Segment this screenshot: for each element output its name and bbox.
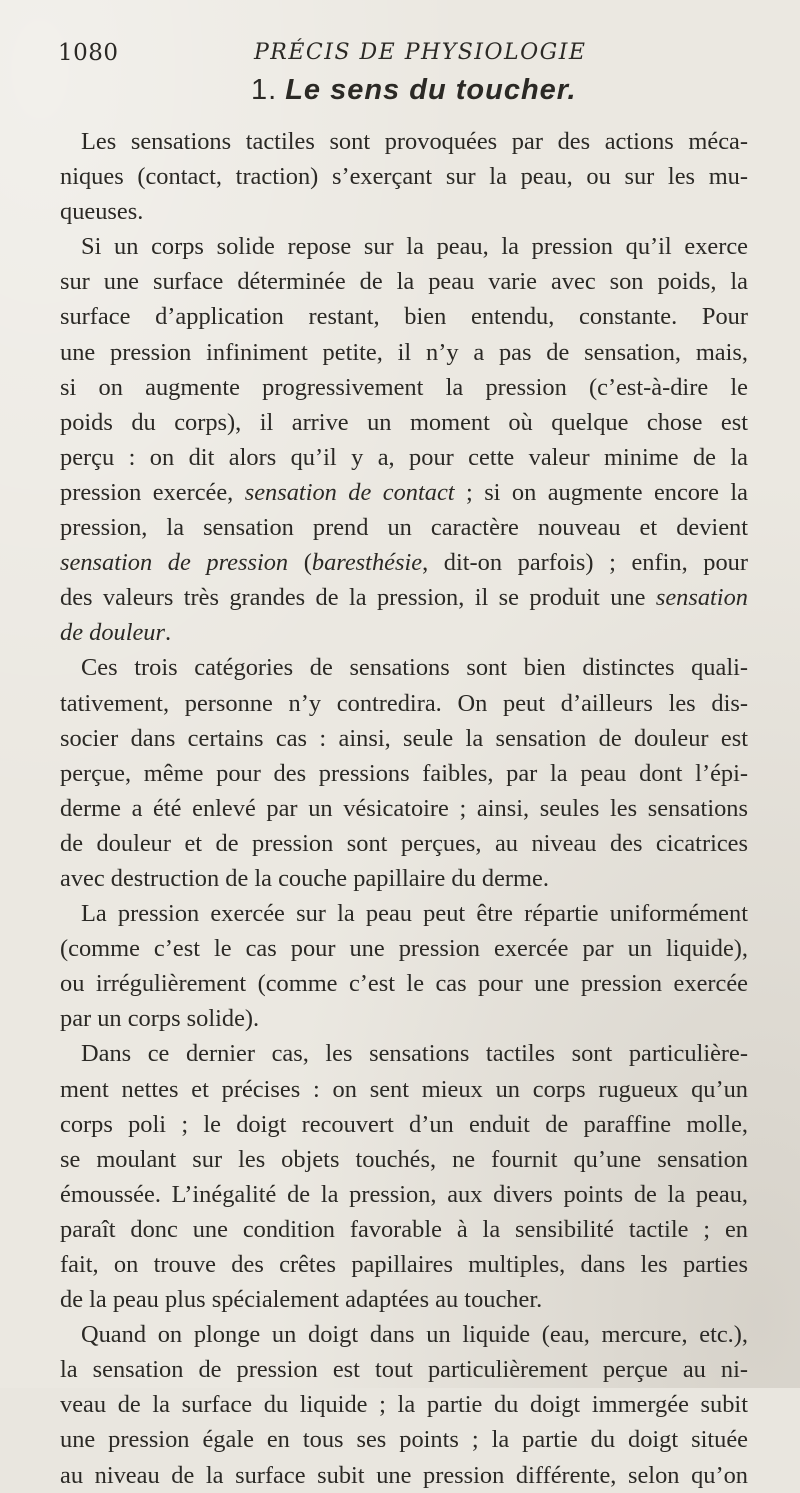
italic-term: de douleur — [60, 619, 165, 647]
text-line: La pression exercée sur la peau peut être répartie uniformément — [81, 900, 748, 928]
text-line: perçu : on dit alors qu’il y a, pour cette valeur minime de la — [60, 443, 748, 471]
text-line — [60, 545, 748, 580]
text-line: niques (contact, traction) s’exerçant sur la peau, ou sur les mu- — [60, 163, 748, 191]
text-line — [60, 615, 748, 650]
text-line: poids du corps), il arrive un moment où quelque chose est — [60, 408, 748, 436]
text-line: Les sensations tactiles sont provoquées par des actions méca- — [81, 128, 748, 155]
text-line: Dans ce dernier cas, les sensations tactiles sont particulière- — [81, 1040, 748, 1068]
text-run: ; si on augmente encore la — [465, 478, 748, 506]
italic-term: sensation de pression — [60, 549, 289, 577]
text-line: une pression infiniment petite, il n’y a pas de sensation, mais, — [60, 338, 748, 366]
text-line: Si un corps solide repose sur la peau, la pression qu’il exerce — [81, 233, 748, 261]
section-title: Le sens du toucher. — [285, 74, 577, 106]
text-line: surface d’application restant, bien entendu, constante. Pour — [60, 303, 748, 331]
section-number: 1. — [251, 74, 278, 106]
text-line: Quand on plonge un doigt dans un liquide (eau, mercure, etc.), — [81, 1321, 748, 1349]
text-line: avec destruction de la couche papillaire du derme. — [60, 864, 549, 892]
text-line — [60, 580, 748, 615]
text-line: par un corps solide). — [60, 1005, 260, 1033]
text-line: tativement, personne n’y contredira. On peut d’ailleurs les dis- — [60, 689, 748, 717]
text-line: la sensation de pression est tout particulièrement perçue au ni- — [60, 1356, 748, 1384]
text-line: ou irrégulièrement (comme c’est le cas pour une pression exercée — [60, 970, 748, 998]
text-line: pression, la sensation prend un caractère nouveau et devient — [60, 514, 748, 542]
text-line: émoussée. L’inégalité de la pression, aux divers points de la peau, — [60, 1180, 748, 1208]
italic-term: sensation de contact — [244, 478, 455, 506]
text-line: se moulant sur les objets touchés, ne fournit qu’une sensation — [60, 1145, 748, 1173]
text-line: au niveau de la surface subit une pression différente, selon qu’on — [60, 1461, 748, 1489]
text-line — [60, 475, 748, 510]
text-run: , dit-on parfois) ; enfin, pour — [422, 549, 748, 577]
text-run: des valeurs très grandes de la pression, il se produit une — [60, 584, 646, 612]
running-title: PRÉCIS DE PHYSIOLOGIE — [254, 40, 587, 65]
text-line: ment nettes et précises : on sent mieux un corps rugueux qu’un — [60, 1075, 748, 1103]
text-line: si on augmente progressivement la pression (c’est-à-dire le — [60, 373, 748, 401]
text-line: corps poli ; le doigt recouvert d’un enduit de paraffine molle, — [60, 1110, 748, 1138]
body-text — [60, 124, 748, 1493]
page-number: 1080 — [58, 40, 119, 66]
text-line: perçue, même pour des pressions faibles, par la peau dont l’épi- — [60, 759, 748, 787]
text-line: une pression égale en tous ses points ; la partie du doigt située — [60, 1426, 748, 1454]
text-line: queuses. — [60, 198, 144, 226]
section-heading — [251, 70, 577, 110]
italic-term: sensation — [655, 584, 748, 612]
running-head — [58, 38, 748, 68]
text-line: Ces trois catégories de sensations sont bien distinctes quali- — [81, 654, 748, 682]
text-line: de douleur et de pression sont perçues, au niveau des cicatrices — [60, 829, 748, 857]
text-run: . — [165, 619, 172, 647]
text-line: veau de la surface du liquide ; la partie du doigt immergée subit — [60, 1391, 748, 1419]
text-line: sur une surface déterminée de la peau varie avec son poids, la — [60, 268, 748, 296]
text-line: de la peau plus spécialement adaptées au toucher. — [60, 1286, 543, 1314]
text-line: socier dans certains cas : ainsi, seule la sensation de douleur est — [60, 724, 748, 752]
text-line: fait, on trouve des crêtes papillaires multiples, dans les parties — [60, 1251, 748, 1278]
text-line: paraît donc une condition favorable à la sensibilité tactile ; en — [60, 1215, 748, 1243]
text-line: (comme c’est le cas pour une pression exercée par un liquide), — [60, 935, 748, 963]
italic-term: baresthésie — [311, 549, 423, 577]
text-run: ( — [303, 549, 312, 577]
text-run: pression exercée, — [60, 478, 234, 506]
text-line: derme a été enlevé par un vésicatoire ; ainsi, seules les sensations — [60, 794, 748, 822]
